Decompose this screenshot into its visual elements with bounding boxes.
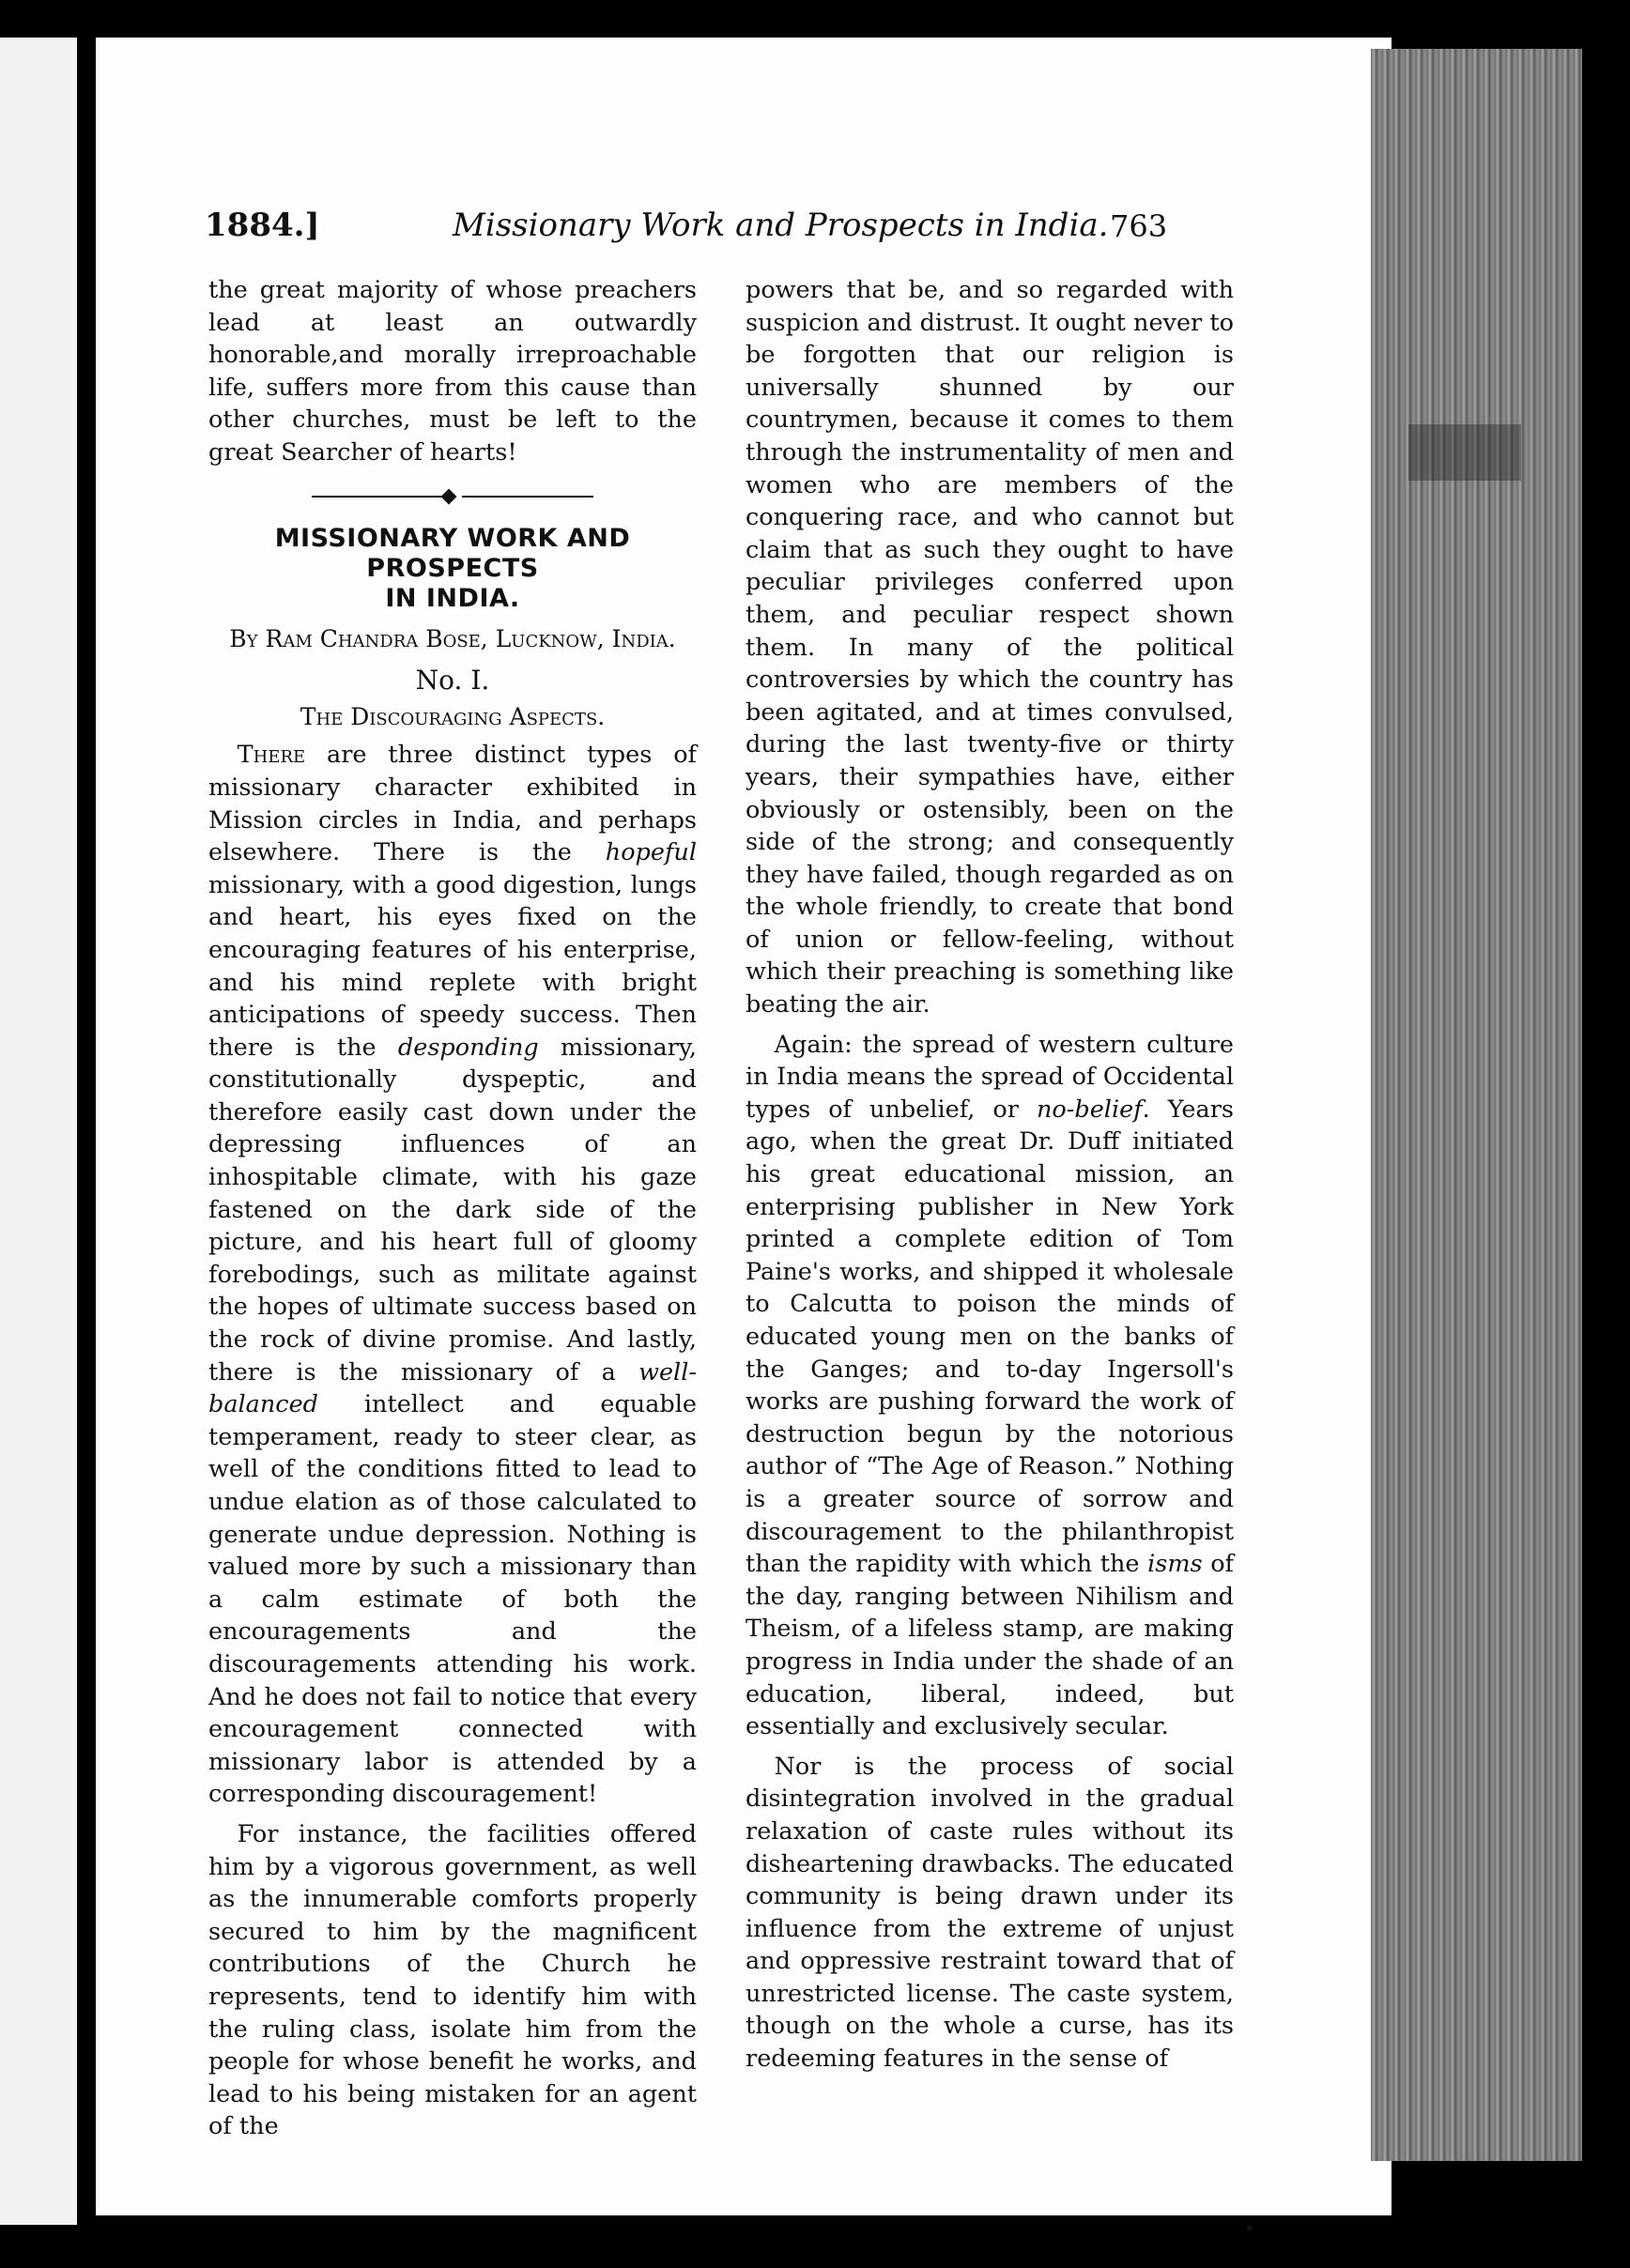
article-title [208, 524, 697, 614]
paragraph-text: are three distinct types of missionary character exhibited in Mission circles in India, and perhaps elsewhere. There is the [208, 741, 697, 867]
running-header [96, 207, 1392, 253]
book-page-edges [1371, 49, 1582, 2161]
page-edge-smudge [1408, 424, 1521, 481]
book-page [96, 38, 1392, 2215]
part-number: No. I. [415, 665, 490, 697]
paragraph-text: intellect and equable temperament, ready to steer clear, as well of the conditions fitted to lead to undue elation as of those calculated to generate undue depression. Nothing is valued more by such a missionary than a calm estimate of both the encouragements and the discouragements attending his work. And he does not fail to notice that every encouragement connected with missionary labor is attended by a corresponding discouragement! [208, 1390, 697, 1809]
paragraph-text: of the day, ranging between Nihilism and Theism, of a lifeless stamp, are making progress in India under the shade of an education, liberal, indeed, but essentially and exclusively secular. [746, 1550, 1234, 1741]
body-paragraph-1 [208, 739, 697, 1811]
italic-word-desponding: desponding [397, 1033, 539, 1062]
section-title: The Discouraging Aspects. [300, 702, 606, 730]
paragraph-text: missionary, with a good digestion, lungs and heart, his eyes fixed on the encouraging features of his enterprise, and his mind replete with bright anticipations of speedy success. Then there is the [208, 870, 697, 1062]
article-title-line-1: MISSIONARY WORK AND PROSPECTS [274, 523, 631, 583]
body-paragraph-5: Nor is the process of social disintegration involved in the gradual relaxation of caste rules without its disheartening drawbacks. The educated community is being drawn under its influence from the extreme of unjust and oppressive restraint toward that of unrestricted license. The caste system, though on the whole a curse, has its redeeming features in the sense of [746, 1752, 1234, 2074]
facing-page-edge [0, 38, 77, 2225]
author-byline: By Ram Chandra Bose, Lucknow, India. [229, 624, 676, 652]
divider-ornament-icon [441, 488, 457, 504]
left-column [208, 274, 697, 2143]
section-divider [312, 490, 593, 503]
italic-word-well-balanced: well-balanced [208, 1357, 697, 1419]
paragraph-text: Again: the spread of western culture in India means the spread of Occidental types of unbelief, or [746, 1030, 1234, 1124]
header-running-title: Missionary Work and Prospects in India. [453, 207, 1109, 244]
paragraph-text: . Years ago, when the great Dr. Duff initiated his great educational mission, an enterprising publisher in New York printed a complete edition of Tom Paine's works, and shipped it wholesale to Calcutta to poison the minds of educated young men on the banks of the Ganges; and to-day Ingersoll's works are pushing forward the work of destruction begun by the notorious author of “The Age of Reason.” Nothing is a greater source of sorrow and discouragement to the philanthropist than the rapidity with which the [746, 1095, 1234, 1579]
italic-word-isms: isms [1147, 1550, 1203, 1579]
bottom-ink-dot [1247, 2225, 1253, 2230]
continuation-paragraph: the great majority of whose preachers lead at least an outwardly honorable,and morally irreproachable life, suffers more from this cause than other churches, must be left to the great Searcher of hearts! [208, 276, 697, 467]
divider-line-left [312, 496, 443, 498]
header-year: 1884.] [205, 207, 320, 244]
paragraph-text: missionary, constitutionally dyspeptic, and therefore easily cast down under the depressing influences of an inhospitable climate, with his gaze fastened on the dark side of the picture, and his heart full of gloomy forebodings, such as militate against the hopes of ultimate success based on the rock of divine promise. And lastly, there is the missionary of a [208, 1033, 697, 1387]
body-paragraph-2: For instance, the facilities offered him by a vigorous government, as well as the innumerable comforts properly secured to him by the magnificent contributions of the Church he represents, tend to identify him with the ruling class, isolate him from the people for whose benefit he works, and lead to his being mistaken for an agent of the [208, 1819, 697, 2141]
body-paragraph-3: powers that be, and so regarded with suspicion and distrust. It ought never to be forgotten that our religion is universally shunned by our countrymen, because it comes to them through the instrumentality of men and women who are members of the conquering race, and who cannot but claim that as such they ought to have peculiar privileges conferred upon them, and peculiar respect shown them. In many of the political controversies by which the country has been agitated, and at times convulsed, during the last twenty-five or thirty years, their sympathies have, either obviously or ostensibly, been on the side of the strong; and consequently they have failed, though regarded as on the whole friendly, to create that bond of union or fellow-feeling, without which their preaching is something like beating the air. [746, 276, 1234, 1019]
article-title-line-2: IN INDIA. [385, 583, 520, 613]
body-paragraph-4 [746, 1029, 1234, 1743]
header-page-number: 763 [1110, 208, 1168, 244]
divider-line-right [462, 496, 593, 498]
right-column [746, 274, 1234, 2076]
paragraph-lead-word: There [237, 741, 306, 770]
italic-word-hopeful: hopeful [605, 838, 697, 867]
italic-word-no-belief: no-belief [1036, 1095, 1143, 1124]
